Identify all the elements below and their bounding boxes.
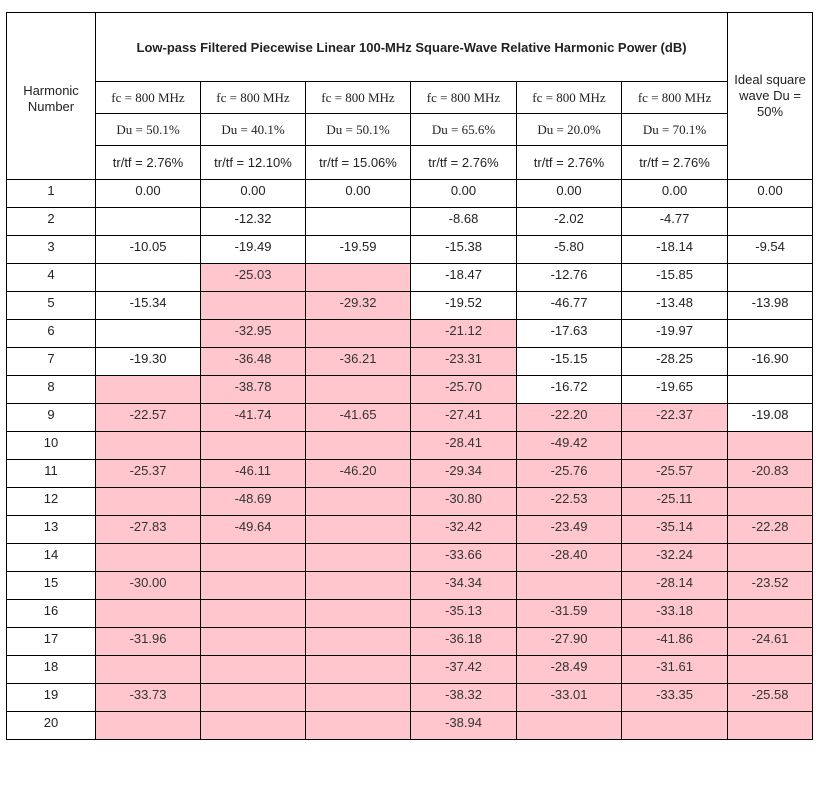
- value-cell: -33.01: [517, 684, 622, 712]
- value-cell: -15.34: [96, 292, 201, 320]
- harmonic-number-cell: 4: [7, 264, 96, 292]
- ideal-value-cell: -16.90: [728, 348, 813, 376]
- value-cell: -33.18: [622, 600, 728, 628]
- value-cell: [201, 656, 306, 684]
- value-cell: 0.00: [96, 180, 201, 208]
- harmonic-number-cell: 10: [7, 432, 96, 460]
- ideal-square-wave-header: Ideal square wave Du = 50%: [728, 13, 813, 180]
- table-body: [7, 180, 813, 740]
- value-cell: [201, 712, 306, 740]
- harmonic-power-table: [6, 12, 813, 740]
- value-cell: -25.57: [622, 460, 728, 488]
- value-cell: -12.76: [517, 264, 622, 292]
- ideal-value-cell: [728, 656, 813, 684]
- harmonic-number-cell: 7: [7, 348, 96, 376]
- value-cell: -8.68: [411, 208, 517, 236]
- harmonic-number-cell: 13: [7, 516, 96, 544]
- harmonic-number-cell: 2: [7, 208, 96, 236]
- table-row: [7, 600, 813, 628]
- case-trtf-header: tr/tf = 2.76%: [96, 146, 201, 180]
- table-row: [7, 572, 813, 600]
- value-cell: -27.83: [96, 516, 201, 544]
- case-fc-header: fc = 800 MHz: [201, 82, 306, 114]
- value-cell: -36.18: [411, 628, 517, 656]
- table-row: [7, 432, 813, 460]
- ideal-value-cell: [728, 320, 813, 348]
- table-row: [7, 292, 813, 320]
- ideal-value-cell: [728, 208, 813, 236]
- value-cell: [306, 684, 411, 712]
- value-cell: [96, 320, 201, 348]
- table-row: [7, 544, 813, 572]
- value-cell: -36.48: [201, 348, 306, 376]
- case-du-header: Du = 20.0%: [517, 114, 622, 146]
- harmonic-number-cell: 3: [7, 236, 96, 264]
- value-cell: -22.57: [96, 404, 201, 432]
- case-trtf-header: tr/tf = 12.10%: [201, 146, 306, 180]
- value-cell: -23.49: [517, 516, 622, 544]
- value-cell: [306, 488, 411, 516]
- value-cell: -15.38: [411, 236, 517, 264]
- ideal-value-cell: 0.00: [728, 180, 813, 208]
- value-cell: -19.97: [622, 320, 728, 348]
- value-cell: -27.90: [517, 628, 622, 656]
- value-cell: -38.32: [411, 684, 517, 712]
- ideal-value-cell: -22.28: [728, 516, 813, 544]
- harmonic-number-cell: 19: [7, 684, 96, 712]
- ideal-value-cell: [728, 376, 813, 404]
- harmonic-number-cell: 20: [7, 712, 96, 740]
- value-cell: [306, 628, 411, 656]
- case-du-header: Du = 65.6%: [411, 114, 517, 146]
- case-fc-header: fc = 800 MHz: [517, 82, 622, 114]
- value-cell: -25.76: [517, 460, 622, 488]
- value-cell: -32.95: [201, 320, 306, 348]
- value-cell: -46.77: [517, 292, 622, 320]
- value-cell: [96, 544, 201, 572]
- value-cell: [96, 656, 201, 684]
- value-cell: -28.25: [622, 348, 728, 376]
- value-cell: [96, 376, 201, 404]
- value-cell: [201, 600, 306, 628]
- value-cell: [306, 264, 411, 292]
- value-cell: [201, 628, 306, 656]
- value-cell: -12.32: [201, 208, 306, 236]
- ideal-value-cell: -9.54: [728, 236, 813, 264]
- value-cell: -38.78: [201, 376, 306, 404]
- value-cell: -38.94: [411, 712, 517, 740]
- value-cell: [201, 432, 306, 460]
- value-cell: -36.21: [306, 348, 411, 376]
- table-row: [7, 180, 813, 208]
- case-fc-header: fc = 800 MHz: [96, 82, 201, 114]
- harmonic-number-cell: 12: [7, 488, 96, 516]
- value-cell: -41.86: [622, 628, 728, 656]
- case-du-header: Du = 50.1%: [306, 114, 411, 146]
- table-row: [7, 488, 813, 516]
- value-cell: -25.03: [201, 264, 306, 292]
- ideal-value-cell: [728, 264, 813, 292]
- case-du-header: Du = 50.1%: [96, 114, 201, 146]
- harmonic-number-cell: 6: [7, 320, 96, 348]
- value-cell: -33.66: [411, 544, 517, 572]
- value-cell: -41.65: [306, 404, 411, 432]
- value-cell: -46.20: [306, 460, 411, 488]
- ideal-value-cell: [728, 544, 813, 572]
- value-cell: -33.35: [622, 684, 728, 712]
- value-cell: 0.00: [517, 180, 622, 208]
- value-cell: -22.37: [622, 404, 728, 432]
- table-row: [7, 712, 813, 740]
- value-cell: -21.12: [411, 320, 517, 348]
- ideal-value-cell: [728, 712, 813, 740]
- value-cell: -19.65: [622, 376, 728, 404]
- table-row: [7, 236, 813, 264]
- value-cell: -41.74: [201, 404, 306, 432]
- ideal-value-cell: [728, 488, 813, 516]
- value-cell: [306, 656, 411, 684]
- value-cell: -15.85: [622, 264, 728, 292]
- table-row: [7, 656, 813, 684]
- value-cell: -13.48: [622, 292, 728, 320]
- table-row: [7, 684, 813, 712]
- value-cell: -2.02: [517, 208, 622, 236]
- harmonic-number-cell: 14: [7, 544, 96, 572]
- value-cell: -22.20: [517, 404, 622, 432]
- value-cell: -32.24: [622, 544, 728, 572]
- value-cell: -46.11: [201, 460, 306, 488]
- trtf-header-row: [7, 146, 813, 180]
- harmonic-number-cell: 9: [7, 404, 96, 432]
- ideal-value-cell: -13.98: [728, 292, 813, 320]
- value-cell: [201, 684, 306, 712]
- value-cell: -10.05: [96, 236, 201, 264]
- value-cell: [306, 544, 411, 572]
- du-header-row: [7, 114, 813, 146]
- case-fc-header: fc = 800 MHz: [622, 82, 728, 114]
- value-cell: -18.47: [411, 264, 517, 292]
- value-cell: -17.63: [517, 320, 622, 348]
- value-cell: [306, 712, 411, 740]
- value-cell: [306, 208, 411, 236]
- ideal-value-cell: -20.83: [728, 460, 813, 488]
- harmonic-number-cell: 11: [7, 460, 96, 488]
- value-cell: -30.80: [411, 488, 517, 516]
- value-cell: -4.77: [622, 208, 728, 236]
- value-cell: [306, 572, 411, 600]
- value-cell: 0.00: [622, 180, 728, 208]
- value-cell: 0.00: [411, 180, 517, 208]
- harmonic-number-cell: 8: [7, 376, 96, 404]
- value-cell: [96, 712, 201, 740]
- value-cell: -31.61: [622, 656, 728, 684]
- ideal-value-cell: -25.58: [728, 684, 813, 712]
- table-row: [7, 208, 813, 236]
- value-cell: [517, 572, 622, 600]
- value-cell: -31.59: [517, 600, 622, 628]
- value-cell: [306, 376, 411, 404]
- value-cell: -28.41: [411, 432, 517, 460]
- table-row: [7, 320, 813, 348]
- value-cell: [201, 544, 306, 572]
- value-cell: -19.59: [306, 236, 411, 264]
- case-du-header: Du = 40.1%: [201, 114, 306, 146]
- case-fc-header: fc = 800 MHz: [411, 82, 517, 114]
- case-fc-header: fc = 800 MHz: [306, 82, 411, 114]
- value-cell: 0.00: [306, 180, 411, 208]
- value-cell: [306, 516, 411, 544]
- table-row: [7, 516, 813, 544]
- value-cell: -18.14: [622, 236, 728, 264]
- value-cell: -15.15: [517, 348, 622, 376]
- value-cell: -37.42: [411, 656, 517, 684]
- value-cell: [306, 320, 411, 348]
- value-cell: -29.34: [411, 460, 517, 488]
- table-row: [7, 264, 813, 292]
- harmonic-number-cell: 16: [7, 600, 96, 628]
- value-cell: -19.49: [201, 236, 306, 264]
- value-cell: 0.00: [201, 180, 306, 208]
- table-title: Low-pass Filtered Piecewise Linear 100-MHz Square-Wave Relative Harmonic Power (dB): [96, 13, 728, 82]
- value-cell: -48.69: [201, 488, 306, 516]
- ideal-value-cell: -23.52: [728, 572, 813, 600]
- value-cell: -35.13: [411, 600, 517, 628]
- value-cell: [306, 432, 411, 460]
- value-cell: [201, 572, 306, 600]
- value-cell: [201, 292, 306, 320]
- table-row: [7, 348, 813, 376]
- value-cell: -34.34: [411, 572, 517, 600]
- value-cell: -25.70: [411, 376, 517, 404]
- value-cell: -5.80: [517, 236, 622, 264]
- ideal-value-cell: [728, 432, 813, 460]
- value-cell: -49.42: [517, 432, 622, 460]
- value-cell: -30.00: [96, 572, 201, 600]
- value-cell: -19.52: [411, 292, 517, 320]
- value-cell: [96, 432, 201, 460]
- value-cell: [622, 712, 728, 740]
- case-trtf-header: tr/tf = 2.76%: [411, 146, 517, 180]
- case-trtf-header: tr/tf = 2.76%: [622, 146, 728, 180]
- harmonic-number-cell: 15: [7, 572, 96, 600]
- table-row: [7, 628, 813, 656]
- value-cell: [96, 488, 201, 516]
- harmonic-number-cell: 18: [7, 656, 96, 684]
- value-cell: -28.49: [517, 656, 622, 684]
- case-du-header: Du = 70.1%: [622, 114, 728, 146]
- value-cell: [306, 600, 411, 628]
- table-row: [7, 404, 813, 432]
- value-cell: -29.32: [306, 292, 411, 320]
- value-cell: -31.96: [96, 628, 201, 656]
- ideal-value-cell: -19.08: [728, 404, 813, 432]
- value-cell: -33.73: [96, 684, 201, 712]
- value-cell: -25.11: [622, 488, 728, 516]
- value-cell: [622, 432, 728, 460]
- case-trtf-header: tr/tf = 15.06%: [306, 146, 411, 180]
- value-cell: [517, 712, 622, 740]
- value-cell: -49.64: [201, 516, 306, 544]
- value-cell: -28.14: [622, 572, 728, 600]
- ideal-value-cell: [728, 600, 813, 628]
- ideal-value-cell: -24.61: [728, 628, 813, 656]
- value-cell: -16.72: [517, 376, 622, 404]
- value-cell: -22.53: [517, 488, 622, 516]
- value-cell: -28.40: [517, 544, 622, 572]
- harmonic-number-header: Harmonic Number: [7, 13, 96, 180]
- value-cell: -27.41: [411, 404, 517, 432]
- value-cell: -23.31: [411, 348, 517, 376]
- harmonic-number-cell: 5: [7, 292, 96, 320]
- value-cell: -32.42: [411, 516, 517, 544]
- value-cell: -19.30: [96, 348, 201, 376]
- harmonic-number-cell: 1: [7, 180, 96, 208]
- value-cell: [96, 600, 201, 628]
- value-cell: [96, 264, 201, 292]
- harmonic-number-cell: 17: [7, 628, 96, 656]
- value-cell: -25.37: [96, 460, 201, 488]
- value-cell: -35.14: [622, 516, 728, 544]
- table-row: [7, 460, 813, 488]
- case-trtf-header: tr/tf = 2.76%: [517, 146, 622, 180]
- table-row: [7, 376, 813, 404]
- fc-header-row: [7, 82, 813, 114]
- value-cell: [96, 208, 201, 236]
